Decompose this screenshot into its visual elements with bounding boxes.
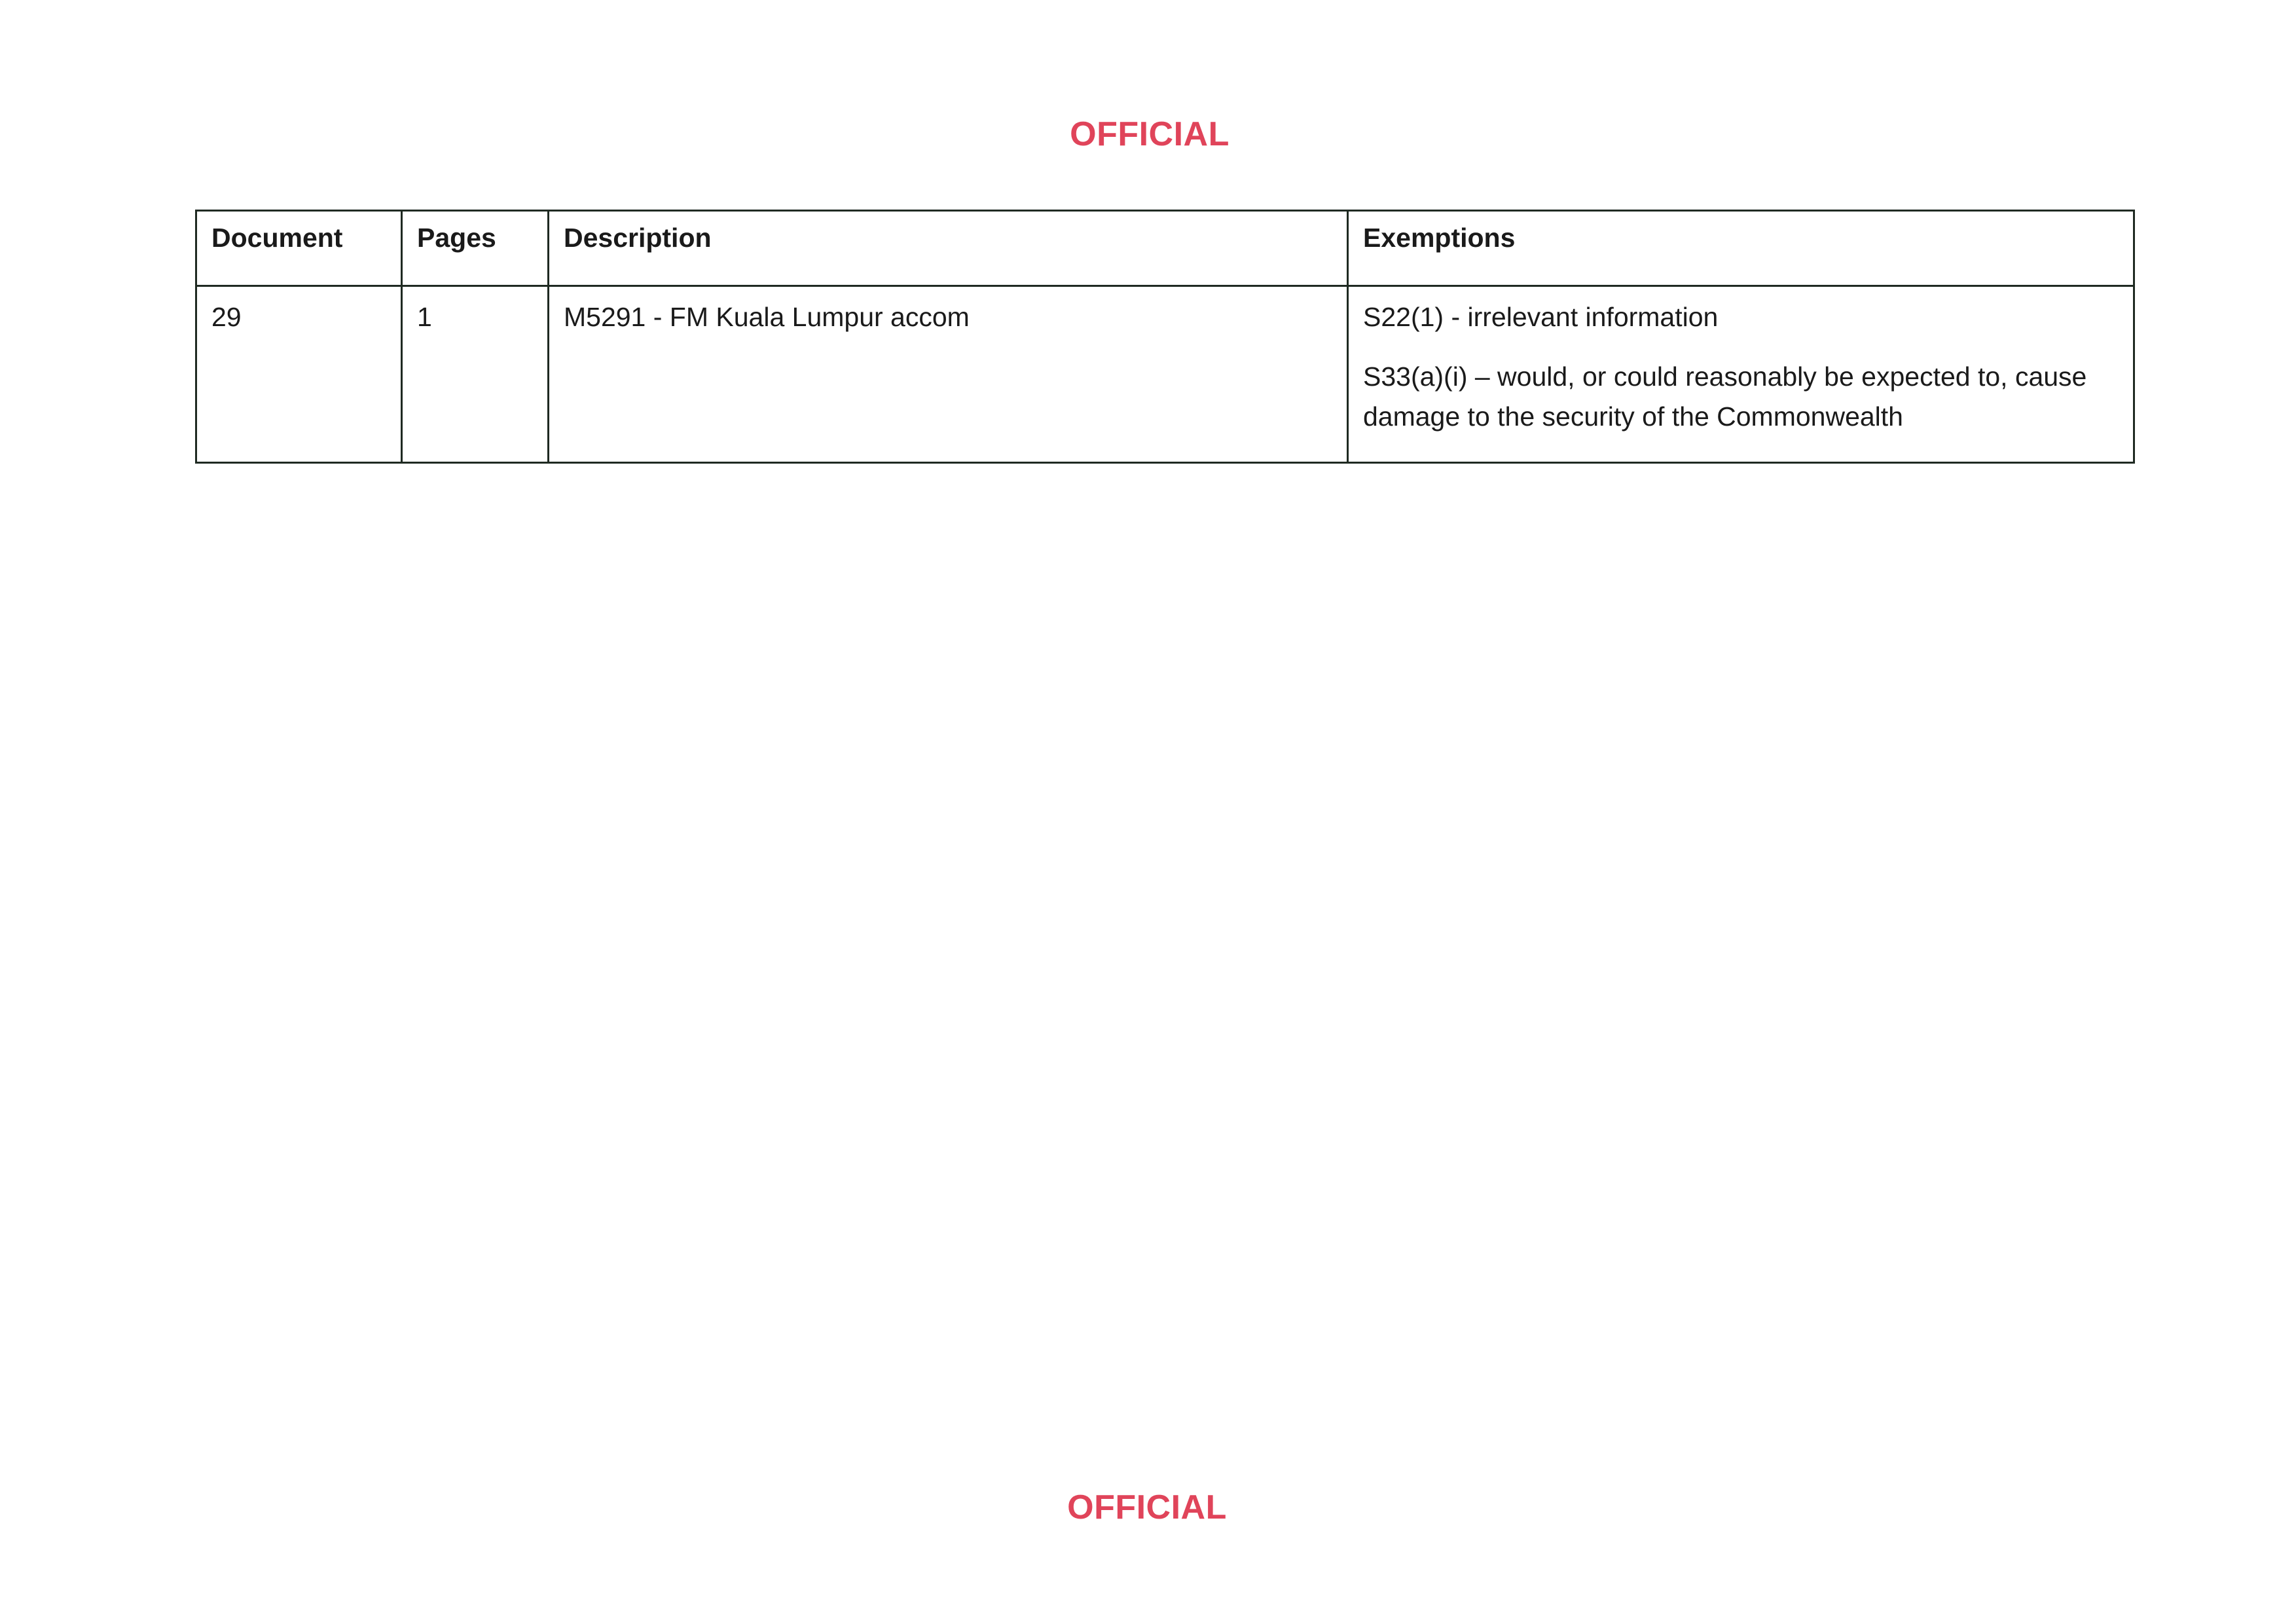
cell-pages: 1 <box>402 286 549 463</box>
cell-description: M5291 - FM Kuala Lumpur accom <box>549 286 1348 463</box>
table-row <box>196 286 2134 463</box>
column-header-description: Description <box>549 211 1348 286</box>
security-marking-footer: OFFICIAL <box>1067 1488 1227 1526</box>
cell-exemptions <box>1348 286 2134 463</box>
table-header-row <box>196 211 2134 286</box>
document-schedule-table <box>195 210 2135 464</box>
column-header-pages: Pages <box>402 211 549 286</box>
column-header-document: Document <box>196 211 402 286</box>
security-marking-header: OFFICIAL <box>1070 115 1230 153</box>
cell-document-number: 29 <box>196 286 402 463</box>
exemption-item: S22(1) - irrelevant information <box>1363 302 1719 332</box>
column-header-exemptions: Exemptions <box>1348 211 2134 286</box>
exemption-item: S33(a)(i) – would, or could reasonably be expected to, cause damage to the security of the Commonwealth <box>1363 361 2087 432</box>
